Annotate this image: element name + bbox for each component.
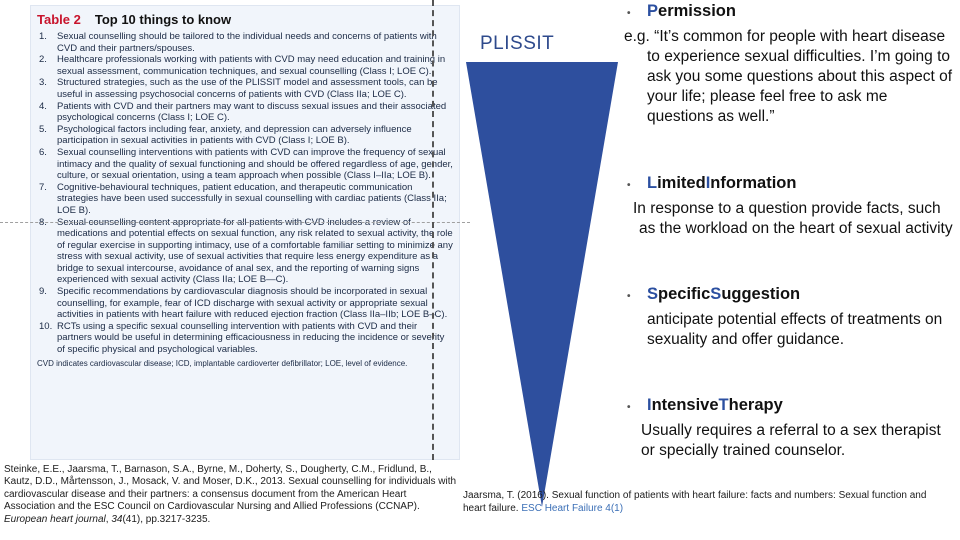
citation-journal: European heart journal xyxy=(4,513,106,525)
table-panel xyxy=(30,5,460,460)
bullet-icon: • xyxy=(627,291,631,302)
stage-initial: I xyxy=(705,174,711,192)
vertical-guide-line xyxy=(432,0,434,460)
stage-initial: S xyxy=(647,285,659,303)
citation-text: Jaarsma, T. (2016). Sexual function of patients with heart failure: facts and numbers: Sexual function and heart failure. xyxy=(463,490,927,514)
stage-heading-rest: imited xyxy=(657,174,706,192)
stage-body: In response to a question provide facts, such as the workload on the heart of sexual activity xyxy=(633,200,953,237)
stage-initial: L xyxy=(647,174,658,192)
stage-heading-rest: uggestion xyxy=(721,285,801,303)
table-label: Table 2 xyxy=(37,12,81,27)
stage-heading-rest: ermission xyxy=(658,2,736,20)
stage-limited-information xyxy=(627,174,957,239)
table-item xyxy=(37,147,453,182)
item-text: Healthcare professionals working with patients with CVD may need education and training in sexual assessment, communication techniques, and sexual counselling (Class I; LOE C). xyxy=(57,54,446,77)
stage-initial: T xyxy=(718,396,729,414)
stage-body: anticipate potential effects of treatments on sexuality and offer guidance. xyxy=(647,311,943,348)
stage-heading-rest: ntensive xyxy=(651,396,719,414)
citation-volume: 34 xyxy=(111,513,123,525)
table-item xyxy=(37,124,453,147)
item-number: 5. xyxy=(39,123,47,135)
stage-heading xyxy=(627,174,957,193)
plissit-triangle xyxy=(466,62,618,507)
item-text: Cognitive-behavioural techniques, patient education, and therapeutic communication strategies have been used successfully in sexual counselling with cardiac patients (Class IIa; LOE B). xyxy=(57,181,447,216)
item-text: Structured strategies, such as the use of the PLISSIT model and assessment tools, can be useful in assessing psychosocial concerns of patients with CVD (Class IIa; LOE C). xyxy=(57,77,438,100)
item-number: 7. xyxy=(39,181,47,193)
table-item xyxy=(37,321,453,356)
citation-steinke: Steinke, E.E., Jaarsma, T., Barnason, S.A., Byrne, M., Doherty, S., Dougherty, C.M., Fridlund, B., Kautz, D.D., Mårtensson, J., Mosack, V. and Moser, D.K., 2013. Sexual counselling for individuals with cardiovascular disease and their partners: a consensus document from the American Heart Association and the ESC Council on Cardiovascular Nursing and Allied Professions (CCNAP). European heart journal, 34(41), pp.3217-3235. xyxy=(4,464,457,525)
stage-intensive-therapy xyxy=(627,396,957,461)
table-header xyxy=(31,6,459,31)
stage-heading-rest: nformation xyxy=(710,174,797,192)
stage-heading xyxy=(627,396,957,415)
bullet-icon: • xyxy=(627,180,631,191)
stage-heading-rest: herapy xyxy=(728,396,783,414)
table-item xyxy=(37,77,453,100)
item-number: 2. xyxy=(39,54,47,66)
bullet-icon: • xyxy=(627,402,631,413)
item-number: 3. xyxy=(39,77,47,89)
stage-initial: S xyxy=(710,285,722,303)
stage-initial: I xyxy=(647,396,652,414)
stage-initial: P xyxy=(647,2,659,20)
table-item xyxy=(37,182,453,217)
stage-permission xyxy=(624,2,957,127)
table-list xyxy=(31,31,459,356)
table-item xyxy=(37,286,453,321)
table-item xyxy=(37,54,453,77)
item-text: Specific recommendations by cardiovascular diagnosis should be incorporated in sexual counselling, for example, fear of ICD discharge with sexual activity or appropriate sexual activities in patients with heart failure with reduced ejection fraction (Class IIa–IIb; LOE B–C). xyxy=(57,286,448,321)
citation-jaarsma xyxy=(463,490,933,515)
stage-heading xyxy=(627,2,957,21)
item-number: 6. xyxy=(39,146,47,158)
stage-body: e.g. “It’s common for people with heart disease to experience sexual difficulties. I’m going to ask you some questions about this aspect of your life; please feel free to ask me questions as well.” xyxy=(624,28,953,125)
stage-specific-suggestion xyxy=(627,285,957,350)
item-text: Sexual counselling content appropriate for all patients with CVD includes a review of medications and potential effects on sexual function, any risk related to sexual activity, the role of regular exercise in supporting intimacy, use of a comfortable familiar setting to minimize any stress with sexual activity, use of sexual activities that require less energy expenditure as a bridge to sexual intercourse, avoidance of anal sex, and the reporting of warning signs experienced with sexual activity (Class IIa; LOE B—C). xyxy=(57,216,453,286)
item-number: 10. xyxy=(39,320,53,332)
item-number: 9. xyxy=(39,286,47,298)
horizontal-guide-line xyxy=(0,222,470,223)
item-text: Patients with CVD and their partners may want to discuss sexual issues and their associated psychological concerns (Class I; LOE C). xyxy=(57,100,447,124)
stage-body: Usually requires a referral to a sex therapist or specially trained counselor. xyxy=(641,422,941,459)
item-number: 8. xyxy=(39,216,47,228)
item-number: 1. xyxy=(39,31,47,42)
table-item xyxy=(37,31,453,54)
stage-heading-rest: pecific xyxy=(658,285,711,303)
stage-heading xyxy=(627,285,957,304)
table-item xyxy=(37,101,453,124)
citation-pages: (41), pp.3217-3235. xyxy=(122,513,211,525)
bullet-icon: • xyxy=(627,8,631,19)
plissit-title: PLISSIT xyxy=(480,33,555,54)
item-text: Sexual counselling interventions with patients with CVD can improve the frequency of sexual intimacy and the quality of sexual functioning and should be offered regardless of age, gender, culture, or sexual orientation, using a team approach when possible (Class I–IIa; LOE B). xyxy=(57,146,453,182)
plissit-triangle-figure xyxy=(462,62,622,507)
table-title: Top 10 things to know xyxy=(94,12,232,27)
item-number: 4. xyxy=(39,100,47,112)
item-text: RCTs using a specific sexual counselling intervention with patients with CVD and their partners would be useful in determining efficaciousness in reducing the incidence or severity of specific physical and psychological variables. xyxy=(57,320,445,356)
item-text: Sexual counselling should be tailored to the individual needs and concerns of patients with CVD and their partners/spouses. xyxy=(57,31,437,54)
citation-link[interactable]: ESC Heart Failure 4(1) xyxy=(521,502,624,514)
table-footnote: CVD indicates cardiovascular disease; ICD, implantable cardioverter defibrillator; LOE, level of evidence. xyxy=(37,358,408,368)
table-item xyxy=(37,217,453,287)
item-text: Psychological factors including fear, anxiety, and depression can adversely influence participation in sexual activities in patients with CVD (Class I; LOE B). xyxy=(57,123,412,147)
citation-text: Steinke, E.E., Jaarsma, T., Barnason, S.A., Byrne, M., Doherty, S., Dougherty, C.M., Fridlund, B., Kautz, D.D., Mårtensson, J., Mosack, V. and Moser, D.K., 2013. Sexual counselling for individuals with cardiovascular disease and their partners: a consensus document from the American Heart Association and the ESC Council on Cardiovascular Nursing and Allied Professions (CCNAP). xyxy=(4,464,457,513)
